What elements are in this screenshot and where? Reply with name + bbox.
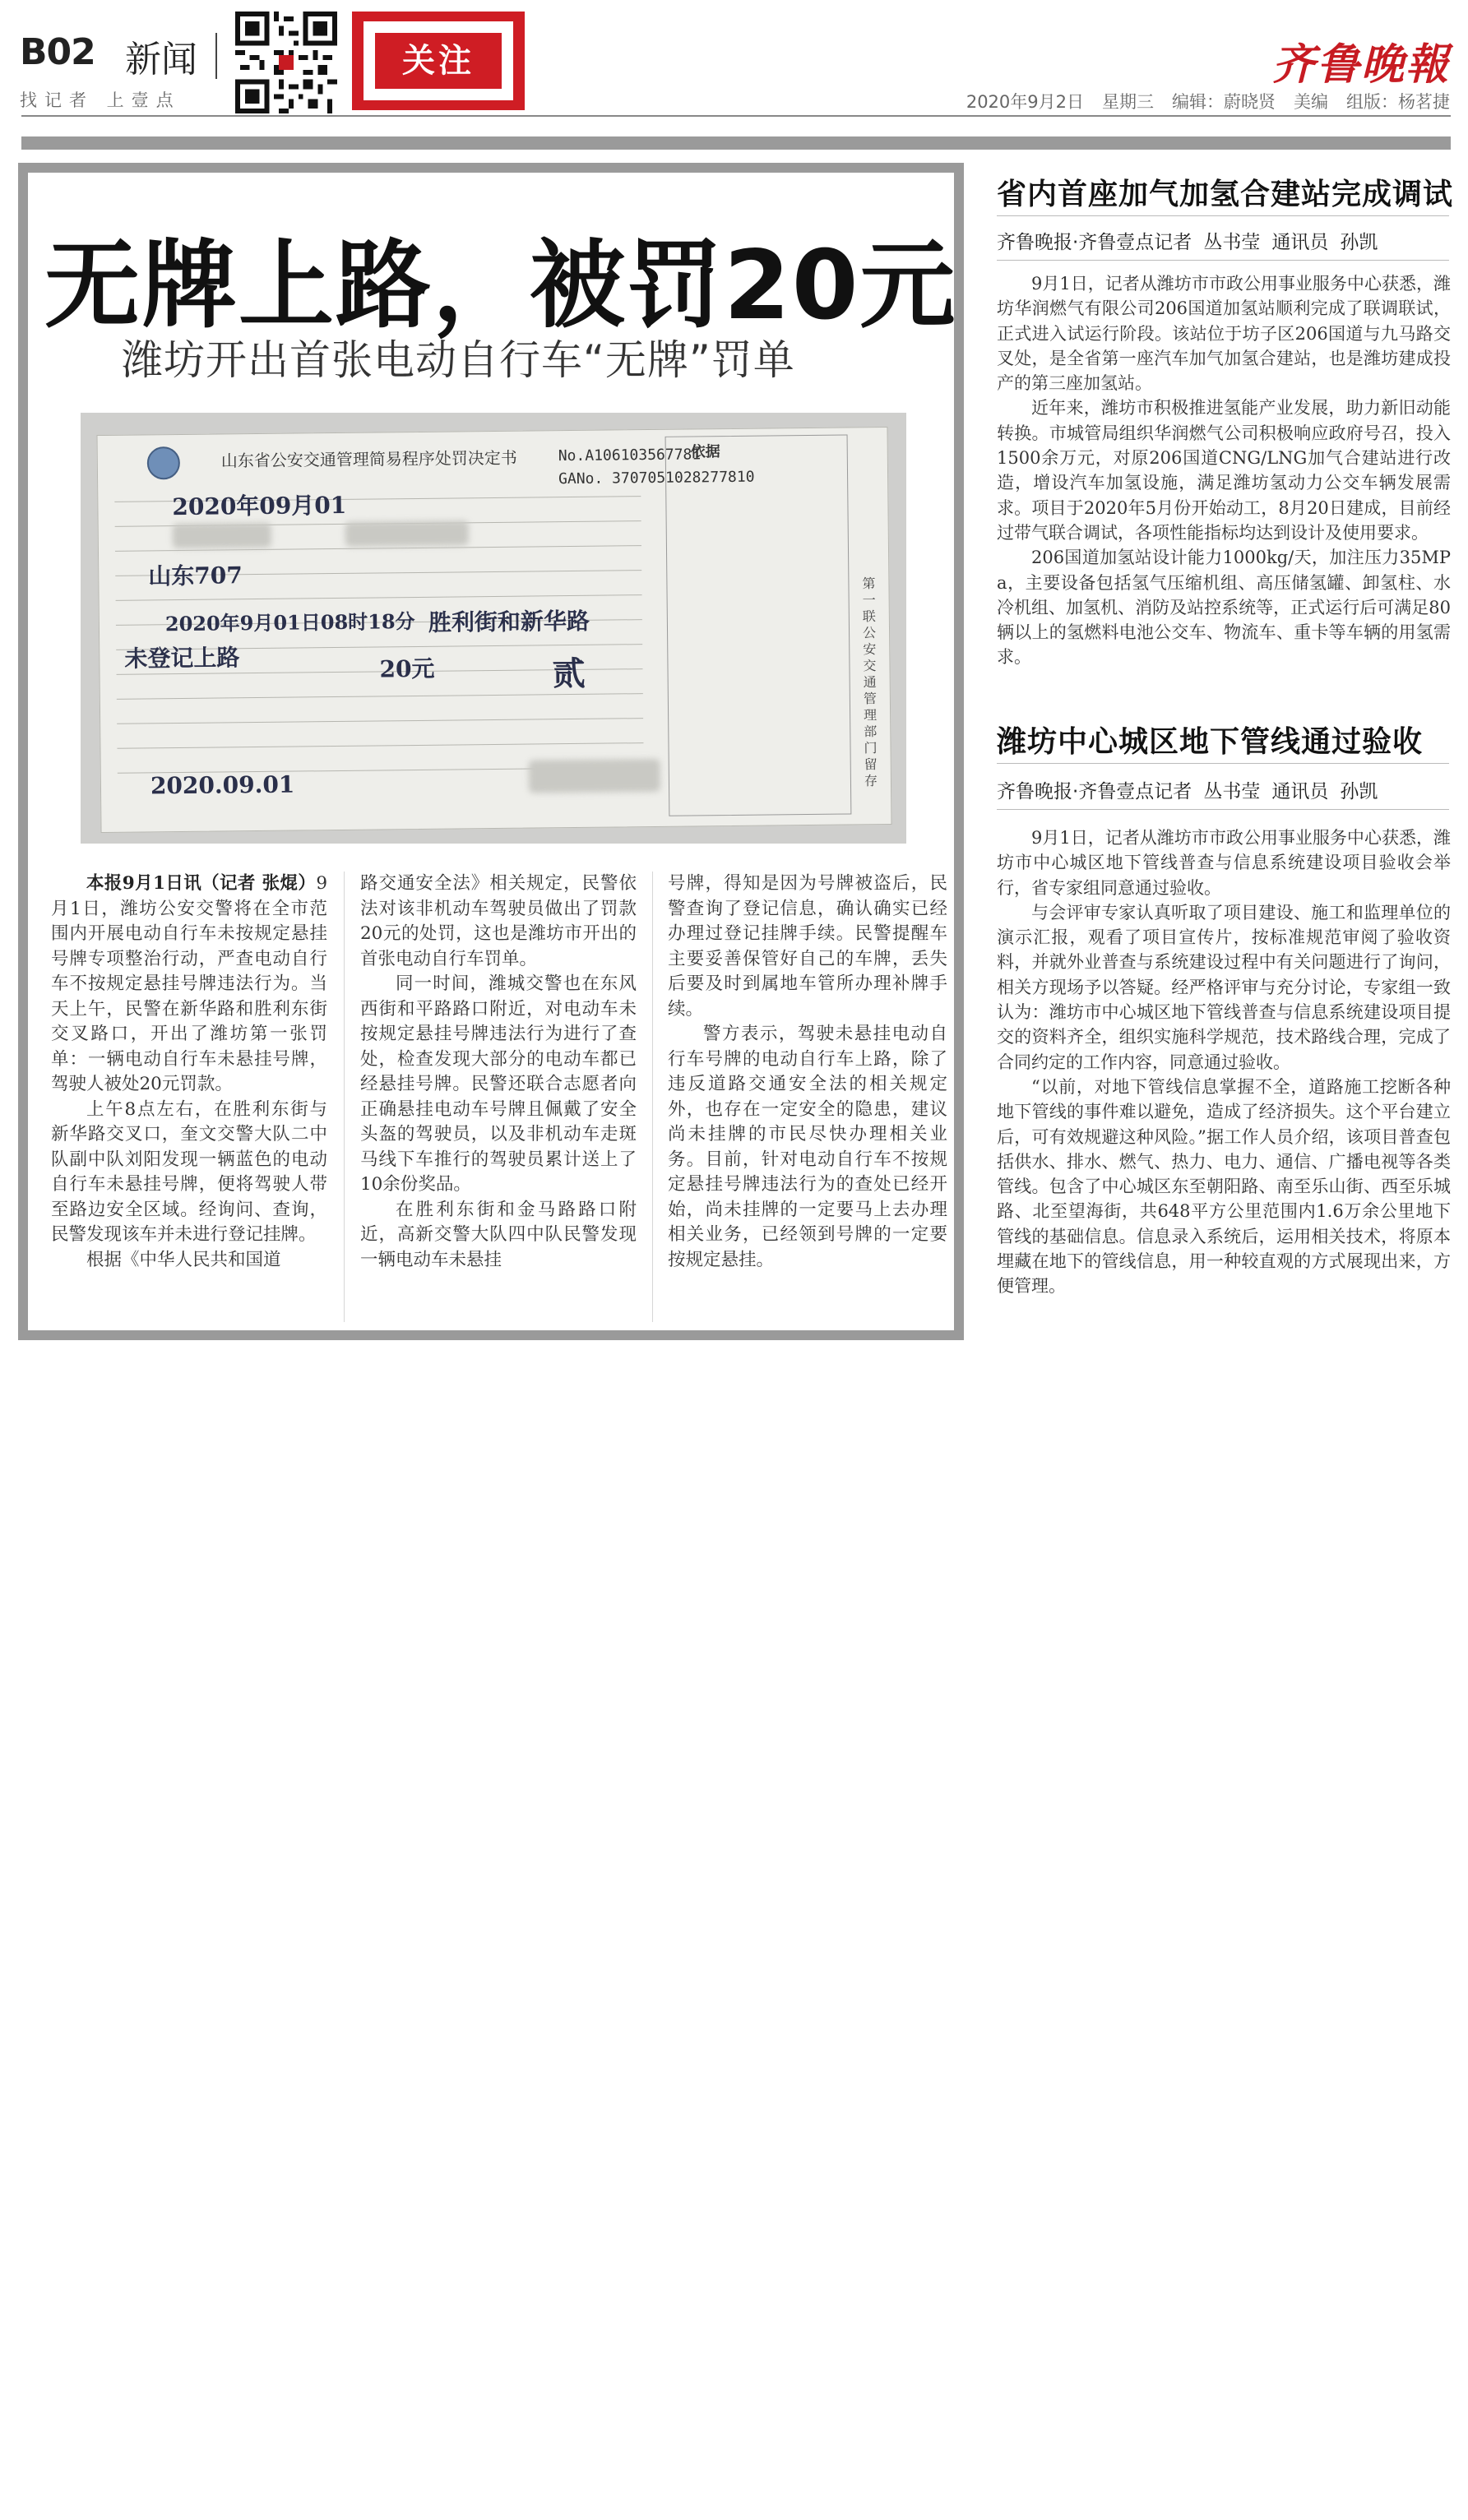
paragraph: 根据《中华人民共和国道	[86, 1249, 281, 1270]
issue-date: 2020年9月2日	[966, 92, 1084, 112]
main-headline: 无牌上路，被罚20元	[44, 230, 957, 341]
headline-rule	[997, 763, 1449, 764]
byline-rule	[997, 260, 1449, 261]
newspaper-logo: 齐鲁晚報	[1271, 39, 1450, 90]
hydrogen-station-byline: 齐鲁晚报·齐鲁壹点记者 丛书莹 通讯员 孙凯	[997, 232, 1378, 253]
paragraph: 9月1日，记者从潍坊市市政公用事业服务中心获悉，潍坊华润燃气有限公司206国道加氢站顺利完成了联调联试，正式进入试运行阶段。该站位于坊子区206国道与九马路交叉处，是全省第一座汽车加气加氢合建站，也是潍坊建成投产的第三座加氢站。	[997, 274, 1451, 394]
handwritten-sign-date: 2020.09.01	[150, 770, 295, 800]
column-divider	[344, 872, 345, 1322]
handwritten-date: 2020年09月01	[172, 491, 347, 521]
paragraph: 警方表示，驾驶未悬挂电动自行车号牌的电动自行车上路，除了违反道路交通安全法的相关规定外，也存在一定安全的隐患，建议尚未挂牌的市民尽快办理相关业务。目前，针对电动自行车不按规定悬挂号牌违法行为的查处已经开始，尚未挂牌的一定要马上去办理相关业务，已经领到号牌的一定要按规定悬挂。	[668, 1024, 947, 1270]
header-rule	[21, 115, 1451, 117]
pipeline-byline: 齐鲁晚报·齐鲁壹点记者 丛书莹 通讯员 孙凯	[997, 781, 1378, 802]
main-article-column-2	[360, 872, 637, 1273]
main-article-column-1	[51, 872, 327, 1273]
header-divider	[215, 33, 217, 79]
handwritten-violation: 未登记上路	[124, 644, 240, 673]
editor-credit: 编辑：蔚晓贤	[1172, 92, 1276, 112]
paragraph: 与会评审专家认真听取了项目建设、施工和监理单位的演示汇报，观看了项目宣传片，按标准规范审阅了验收资料，并就外业普查与系统建设过程中有关问题进行了询问，相关方现场予以答疑。经严格评审与充分讨论，专家组一致认为：潍坊市中心城区地下管线普查与信息系统建设项目提交的资料齐全，组织实施科学规范，技术路线合理，完成了合同约定的工作内容，同意通过验收。	[997, 902, 1451, 1072]
handwritten-fine: 20元	[379, 654, 435, 683]
handwritten-time: 2020年9月01日08时18分	[164, 609, 415, 636]
header-bar	[21, 136, 1451, 150]
pipeline-headline: 潍坊中心城区地下管线通过验收	[997, 725, 1424, 759]
paragraph: 路交通安全法》相关规定，民警依法对该非机动车驾驶员做出了罚款20元的处罚，这也是潍坊市开出的首张电动自行车罚单。	[360, 873, 637, 969]
page-number: B02	[20, 31, 95, 73]
ticket-number: No.A106103567781	[558, 446, 702, 465]
section-tag: 关注	[375, 33, 502, 89]
main-subheadline: 潍坊开出首张电动自行车“无牌”罚单	[122, 336, 795, 384]
paragraph: 号牌，得知是因为号牌被盗后，民警查询了登记信息，确认确实已经办理过登记挂牌手续。民警提醒车主要妥善保管好自己的车牌，丢失后要及时到属地车管所办理补牌手续。	[668, 873, 947, 1020]
paragraph: 在胜利东街和金马路路口附近，高新交警大队四中队民警发现一辆电动车未悬挂	[360, 1199, 637, 1270]
proof-credit: 组版：杨茗捷	[1346, 92, 1450, 112]
pipeline-body	[997, 825, 1451, 1299]
handwritten-location: 胜利街和新华路	[428, 607, 590, 636]
ticket-paper	[96, 427, 891, 833]
ticket-title: 山东省公安交通管理简易程序处罚决定书	[220, 447, 517, 471]
paragraph: 近年来，潍坊市积极推进氢能产业发展，助力新旧动能转换。市城管局组织华润燃气公司积极响应政府号召，投入1500余万元，对原206国道CNG/LNG加气合建站进行改造，增设汽车加氢设施，满足潍坊氢动力公交车辆发展需求。项目于2020年5月份开始动工，8月20日建成，目前经过带气联合调试，各项性能指标均达到设计及使用要求。	[997, 398, 1451, 543]
handwritten-plate: 山东707	[148, 562, 243, 590]
paragraph: 206国道加氢站设计能力1000kg/天，加注压力35MPa，主要设备包括氢气压缩机组、高压储氢罐、卸氢柱、水冷机组、加氢机、消防及站控系统等，正式运行后可满足80辆以上的氢燃料电池公交车、物流车、重卡等车辆的用氢需求。	[997, 548, 1451, 668]
ticket-copy-label: 第一联公安交通管理部门留存	[862, 576, 878, 789]
slogan: 找记者 上壹点	[20, 90, 181, 110]
issue-weekday: 星期三	[1102, 92, 1154, 112]
designer-credit: 美编	[1294, 92, 1328, 112]
hydrogen-station-headline: 省内首座加气加氢合建站完成调试	[997, 178, 1454, 211]
ticket-ga-number: GANo. 3707051028277810	[558, 468, 755, 488]
paragraph: 上午8点左右，在胜利东街与新华路交叉口，奎文交警大队二中队副中队刘阳发现一辆蓝色的电动自行车未悬挂号牌，便将驾驶人带至路边安全区域。经询问、查询，民警发现该车并未进行登记挂牌。	[51, 1098, 327, 1245]
dateline: 本报9月1日讯（记者 张焜）	[86, 873, 317, 894]
headline-rule	[997, 215, 1449, 216]
column-divider	[652, 872, 653, 1322]
byline-rule	[997, 809, 1449, 810]
section-tag-frame	[352, 12, 533, 110]
police-badge-icon	[147, 446, 180, 479]
paragraph: 9月1日，记者从潍坊市市政公用事业服务中心获悉，潍坊市中心城区地下管线普查与信息系统建设项目验收会举行，省专家组同意通过验收。	[997, 828, 1451, 898]
issue-meta	[948, 89, 1450, 113]
main-article-column-3	[668, 872, 947, 1273]
qr-code-icon[interactable]	[235, 12, 337, 113]
handwritten-amount-cn: 贰	[552, 654, 586, 694]
paragraph: “以前，对地下管线信息掌握不全，道路施工挖断各种地下管线的事件难以避免，造成了经济损失。这个平台建立后，可有效规避这种风险。”据工作人员介绍，该项目普查包括供水、排水、燃气、热力、电力、通信、广播电视等各类管线。包含了中心城区东至朝阳路、南至乐山街、西至乐城路、北至望海街，共648平方公里范围内1.6万余公里地下管线的基础信息。信息录入系统后，运用相关技术，将原本埋藏在地下的管线信息，用一种较直观的方式展现出来，方便管理。	[997, 1076, 1451, 1297]
ticket-basis-title: 依据	[690, 443, 720, 461]
hydrogen-station-body	[997, 271, 1451, 670]
section-name: 新闻	[125, 39, 197, 81]
ticket-photo	[81, 413, 906, 844]
paragraph: 同一时间，潍城交警也在东风西街和平路路口附近，对电动车未按规定悬挂号牌违法行为进行了查处，检查发现大部分的电动车都已经悬挂号牌。民警还联合志愿者向正确悬挂电动车号牌且佩戴了安全头盔的驾驶员，以及非机动车走斑马线下车推行的驾驶员累计送上了10余份奖品。	[360, 973, 637, 1195]
ticket-basis-box	[665, 434, 852, 816]
paragraph: 本报9月1日讯（记者 张焜）9月1日，潍坊公安交警将在全市范围内开展电动自行车未按规定悬挂号牌专项整治行动，严查电动自行车不按规定悬挂号牌违法行为。当天上午，民警在新华路和胜利东街交叉路口，开出了潍坊第一张罚单：一辆电动自行车未悬挂号牌，驾驶人被处20元罚款。	[51, 873, 327, 1094]
